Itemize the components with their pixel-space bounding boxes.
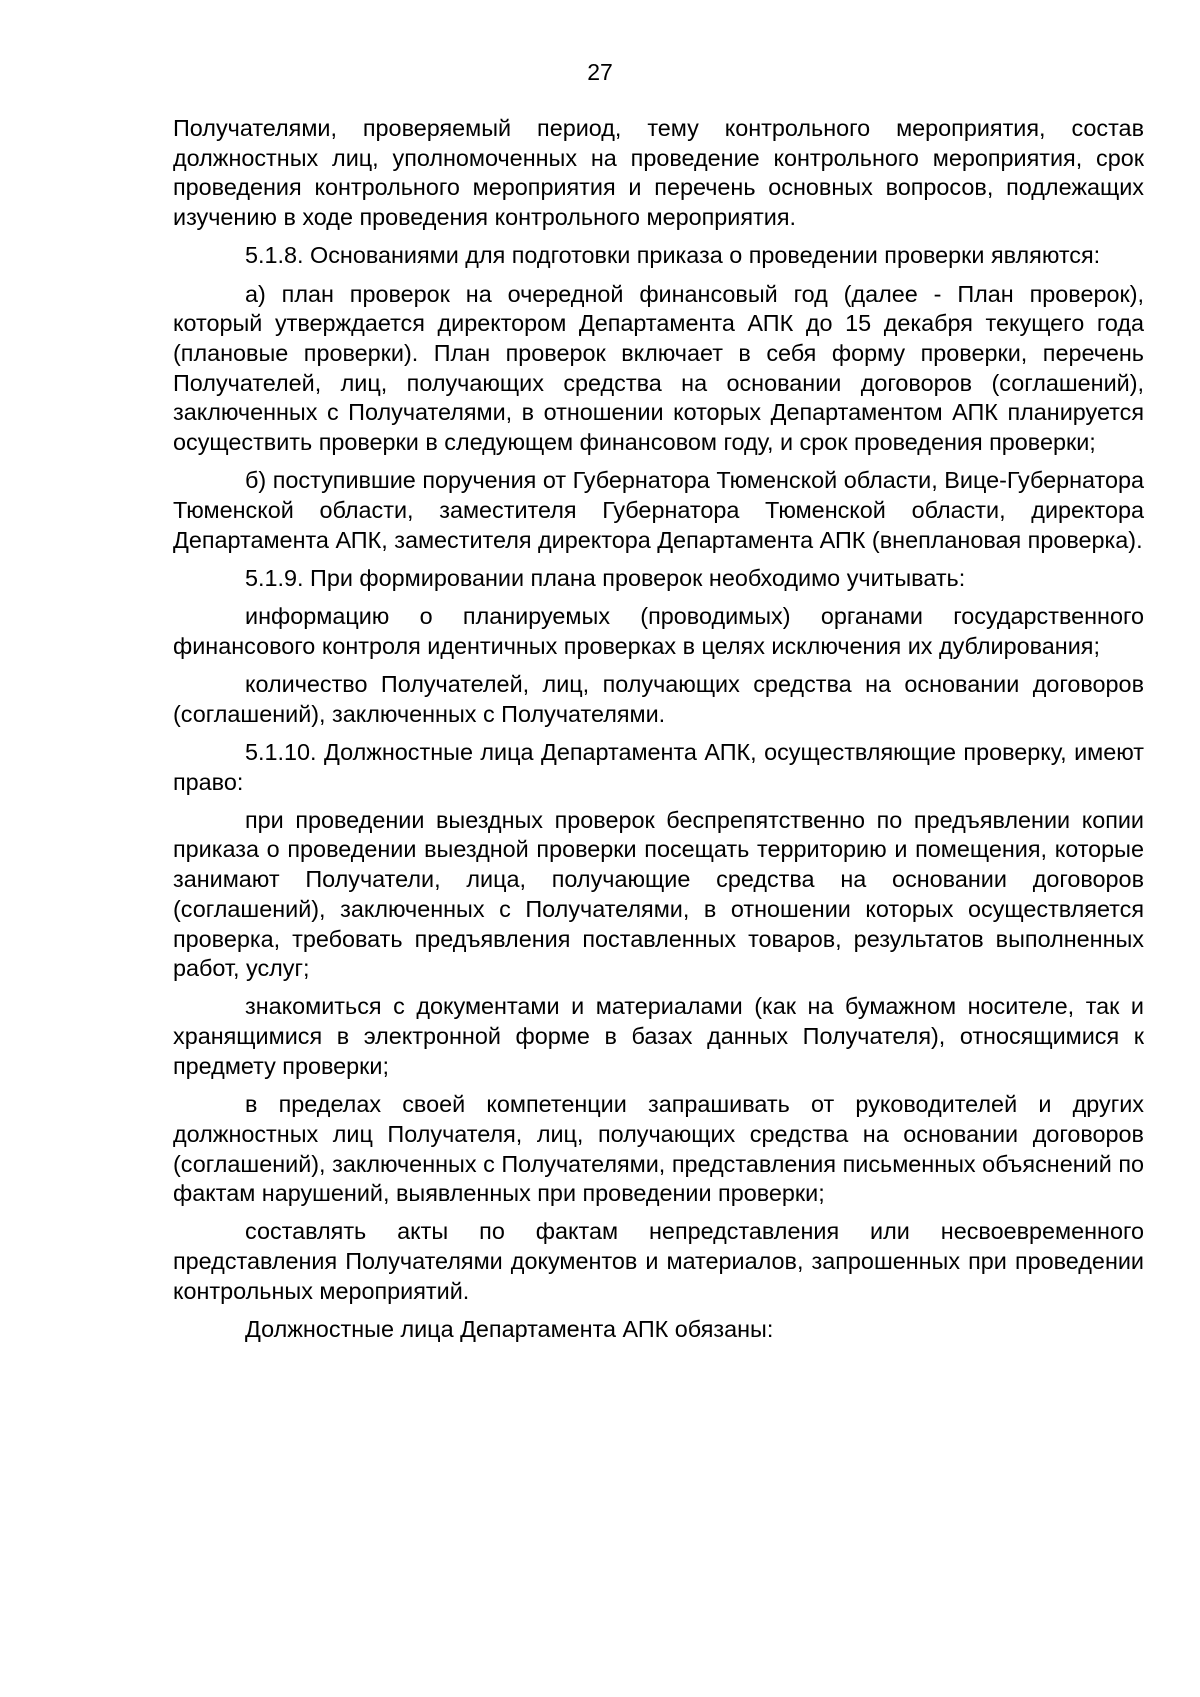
- paragraph-on-site-inspections: при проведении выездных проверок беспрепятственно по предъявлении копии приказа о проведении выездной проверки посещать территорию и помещения, которые занимают Получатели, лица, получающие средства на основании договоров (соглашений), заключенных с Получателями, в отношении которых осуществляется проверка, требовать предъявления поставленных товаров, результатов выполненных работ, услуг;: [173, 806, 1144, 982]
- paragraph-5-1-10: 5.1.10. Должностные лица Департамента АПК, осуществляющие проверку, имеют право:: [173, 738, 1144, 795]
- paragraph-information: информацию о планируемых (проводимых) органами государственного финансового контроля идентичных проверках в целях исключения их дублирования;: [173, 603, 1144, 659]
- paragraph-review-documents: знакомиться с документами и материалами (как на бумажном носителе, так и хранящимися в электронной форме в базах данных Получателя), относящимися к предмету проверки;: [173, 993, 1144, 1079]
- paragraph-continuation: Получателями, проверяемый период, тему контрольного мероприятия, состав должностных лиц, уполномоченных на проведение контрольного мероприятия, срок проведения контрольного мероприятия и перечень основных вопросов, подлежащих изучению в ходе проведения контрольного мероприятия.: [173, 115, 1144, 231]
- paragraph-5-1-9: 5.1.9. При формировании плана проверок необходимо учитывать:: [245, 564, 966, 591]
- page-number: 27: [587, 59, 613, 85]
- paragraph-officials-obliged: Должностные лица Департамента АПК обязаны:: [245, 1316, 774, 1343]
- paragraph-item-a: а) план проверок на очередной финансовый год (далее - План проверок), который утверждается директором Департамента АПК до 15 декабря текущего года (плановые проверки). План проверок включает в себя форму проверки, перечень Получателей, лиц, получающих средства на основании договоров (соглашений), заключенных с Получателями, в отношении которых Департаментом АПК планируется осуществить проверки в следующем финансовом году, и срок проведения проверки;: [173, 280, 1144, 456]
- paragraph-quantity: количество Получателей, лиц, получающих средства на основании договоров (соглашений), заключенных с Получателями.: [173, 670, 1144, 727]
- paragraph-request-explanations: в пределах своей компетенции запрашивать от руководителей и других должностных лиц Получателя, лиц, получающих средства на основании договоров (соглашений), заключенных с Получателями, представления письменных объяснений по фактам нарушений, выявленных при проведении проверки;: [173, 1091, 1144, 1207]
- document-body: [173, 114, 1144, 1353]
- paragraph-5-1-8: 5.1.8. Основаниями для подготовки приказа о проведении проверки являются:: [245, 242, 1101, 269]
- paragraph-item-b: б) поступившие поручения от Губернатора Тюменской области, Вице-Губернатора Тюменской области, заместителя Губернатора Тюменской области, директора Департамента АПК, заместителя директора Департамента АПК (внеплановая проверка).: [173, 467, 1144, 553]
- paragraph-draw-up-acts: составлять акты по фактам непредставления или несвоевременного представления Получателями документов и материалов, запрошенных при проведении контрольных мероприятий.: [173, 1218, 1144, 1304]
